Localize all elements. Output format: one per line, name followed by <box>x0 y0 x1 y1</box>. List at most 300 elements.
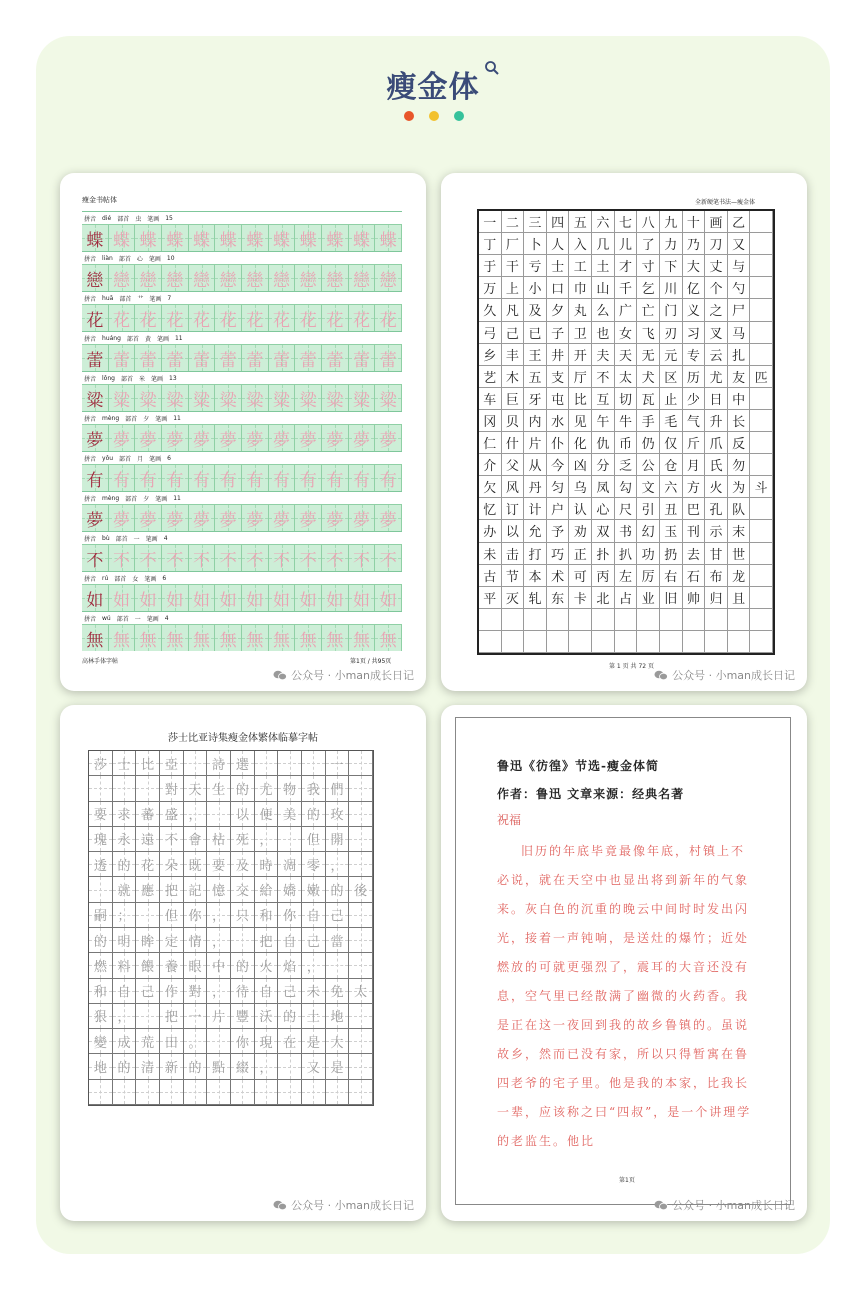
practice-char: 夢 <box>246 510 264 531</box>
grid-cell: 引 <box>637 498 660 520</box>
copy-cell: 美 <box>278 802 302 827</box>
practice-char: 粱 <box>379 390 397 411</box>
grid-cell: 乡 <box>479 344 502 366</box>
trace-char-cell <box>375 625 402 651</box>
preview-card-luxun[interactable] <box>441 705 807 1221</box>
grid-cell: 东 <box>547 587 570 609</box>
grid-cell: 公 <box>637 454 660 476</box>
grid-cell: 亿 <box>683 277 706 299</box>
copy-cell: 點 <box>207 1054 231 1079</box>
practice-char: 戀 <box>166 270 184 291</box>
copy-cell: 玫 <box>326 802 350 827</box>
copy-cell: 嫩 <box>302 877 326 902</box>
copy-cell: 應 <box>136 877 160 902</box>
grid-cell <box>750 543 773 565</box>
copy-cell: 你 <box>278 903 302 928</box>
info-py-label: 拼音 <box>84 615 97 623</box>
practice-char: 蕾 <box>219 350 237 371</box>
grid-cell: 归 <box>705 587 728 609</box>
trace-char-cell <box>242 545 269 571</box>
copy-cell: 現 <box>255 1029 279 1054</box>
trace-char-cell <box>375 505 402 531</box>
info-bushou: 夕 <box>143 495 150 503</box>
trace-char-cell <box>322 545 349 571</box>
trace-char-cell <box>109 425 136 451</box>
copy-cell <box>136 1080 160 1105</box>
copy-cell <box>278 1054 302 1079</box>
copy-cell <box>349 928 373 953</box>
grid-cell: 乃 <box>683 233 706 255</box>
copy-cell: 片 <box>207 1004 231 1029</box>
practice-char: 無 <box>139 630 157 651</box>
practice-char: 蝶 <box>193 230 211 251</box>
copy-cell <box>349 852 373 877</box>
trace-char-cell <box>375 385 402 411</box>
copy-cell: 料 <box>113 953 137 978</box>
page-title <box>387 62 480 106</box>
grid-cell: 丹 <box>524 476 547 498</box>
copy-cell: 憶 <box>207 877 231 902</box>
copy-cell <box>349 1004 373 1029</box>
copy-cell <box>184 751 208 776</box>
copy-cell: 在 <box>278 1029 302 1054</box>
trace-char-cell <box>322 505 349 531</box>
grid-cell: 尺 <box>615 498 638 520</box>
trace-char-cell <box>295 265 322 291</box>
grid-cell: 毛 <box>660 410 683 432</box>
practice-char: 夢 <box>86 510 104 531</box>
copy-cell <box>89 877 113 902</box>
trace-char-cell <box>189 465 216 491</box>
practice-char: 粱 <box>166 390 184 411</box>
char-info-row <box>82 571 402 584</box>
copy-cell: 免 <box>326 979 350 1004</box>
grid-cell: 卜 <box>524 233 547 255</box>
model-char-cell <box>82 345 109 371</box>
trace-char-cell <box>189 545 216 571</box>
copy-cell: 嗣 <box>89 903 113 928</box>
trace-char-cell <box>162 265 189 291</box>
copy-cell: 和 <box>89 979 113 1004</box>
copy-cell <box>113 776 137 801</box>
practice-char: 無 <box>86 630 104 651</box>
copy-cell: 後 <box>349 877 373 902</box>
grid-cell: 口 <box>547 277 570 299</box>
practice-char: 不 <box>326 550 344 571</box>
grid-cell: 布 <box>705 565 728 587</box>
info-pinyin: mèng <box>102 414 120 422</box>
trace-char-cell <box>189 225 216 251</box>
char-info-row <box>82 611 402 624</box>
grid-cell: 互 <box>592 388 615 410</box>
practice-char: 粱 <box>246 390 264 411</box>
trace-char-cell <box>215 625 242 651</box>
grid-cell: 龙 <box>728 565 751 587</box>
trace-char-cell <box>215 465 242 491</box>
grid-cell <box>750 565 773 587</box>
practice-row <box>82 344 402 371</box>
grid-cell: 巴 <box>683 498 706 520</box>
copy-cell: 把 <box>160 1004 184 1029</box>
info-pinyin: wú <box>102 614 111 622</box>
grid-cell: 区 <box>660 366 683 388</box>
grid-cell: 八 <box>637 211 660 233</box>
grid-cell: 止 <box>660 388 683 410</box>
trace-char-cell <box>135 425 162 451</box>
practice-char: 粱 <box>219 390 237 411</box>
trace-char-cell <box>322 305 349 331</box>
grid-cell: 元 <box>660 344 683 366</box>
grid-cell: 幻 <box>637 520 660 542</box>
info-bushou: 夕 <box>143 415 150 423</box>
practice-char: 花 <box>273 310 291 331</box>
trace-char-cell <box>109 585 136 611</box>
practice-row <box>82 624 402 651</box>
info-bihua-label: 笔画 <box>156 335 169 343</box>
trace-char-cell <box>109 345 136 371</box>
info-bushou: 月 <box>137 455 144 463</box>
trace-char-cell <box>349 265 376 291</box>
copy-cell: 。 <box>184 1029 208 1054</box>
copy-cell: 就 <box>113 877 137 902</box>
model-char-cell <box>82 505 109 531</box>
char-info-row <box>82 411 402 424</box>
practice-row <box>82 424 402 451</box>
grid-cell: 切 <box>615 388 638 410</box>
grid-cell: 午 <box>592 410 615 432</box>
copy-cell: 己 <box>302 928 326 953</box>
grid-cell: 心 <box>592 498 615 520</box>
info-count: 11 <box>173 414 181 422</box>
grid-cell: 允 <box>524 520 547 542</box>
trace-char-cell <box>375 545 402 571</box>
copy-cell <box>326 1080 350 1105</box>
info-bushou: 米 <box>138 375 145 383</box>
copy-cell: 不 <box>160 827 184 852</box>
grid-cell: 丙 <box>592 565 615 587</box>
char-info-row <box>82 251 402 264</box>
grid-cell: 仓 <box>660 454 683 476</box>
trace-char-cell <box>375 345 402 371</box>
info-pinyin: liàn <box>102 254 113 262</box>
grid-cell: 水 <box>547 410 570 432</box>
grid-cell: 左 <box>615 565 638 587</box>
practice-char: 不 <box>193 550 211 571</box>
trace-char-cell <box>242 265 269 291</box>
practice-char: 戀 <box>299 270 317 291</box>
copy-cell: 綴 <box>231 1054 255 1079</box>
grid-cell: 帅 <box>683 587 706 609</box>
copy-cell: 只 <box>231 903 255 928</box>
copy-cell: 記 <box>184 877 208 902</box>
grid-cell <box>705 609 728 631</box>
info-bihua-label: 笔画 <box>147 215 160 223</box>
preview-card-pinyin-practice[interactable] <box>60 173 426 691</box>
practice-char: 夢 <box>326 510 344 531</box>
grid-cell: 几 <box>592 233 615 255</box>
practice-char: 戀 <box>353 270 371 291</box>
char-info-row <box>82 371 402 384</box>
copy-cell: 求 <box>113 802 137 827</box>
grid-cell: 井 <box>547 344 570 366</box>
grid-cell: 了 <box>637 233 660 255</box>
info-count: 11 <box>174 334 183 342</box>
trace-char-cell <box>109 545 136 571</box>
grid-cell: 万 <box>479 277 502 299</box>
grid-cell: 石 <box>683 565 706 587</box>
practice-char: 無 <box>193 630 211 651</box>
practice-char: 戀 <box>273 270 291 291</box>
grid-cell: 手 <box>637 410 660 432</box>
trace-char-cell <box>189 425 216 451</box>
grid-cell: 打 <box>524 543 547 565</box>
grid-cell: 与 <box>728 255 751 277</box>
trace-char-cell <box>295 585 322 611</box>
copy-cell: 物 <box>278 776 302 801</box>
grid-cell: 灭 <box>502 587 525 609</box>
info-bushou-label: 部首 <box>116 615 129 623</box>
practice-char: 夢 <box>379 510 397 531</box>
practice-char: 不 <box>166 550 184 571</box>
copy-cell: 對 <box>184 979 208 1004</box>
grid-cell: 下 <box>660 255 683 277</box>
trace-char-cell <box>109 225 136 251</box>
copy-cell: 一 <box>184 1004 208 1029</box>
grid-cell: 木 <box>502 366 525 388</box>
practice-char: 蝶 <box>139 230 157 251</box>
practice-char: 夢 <box>273 430 291 451</box>
grid-cell: 艺 <box>479 366 502 388</box>
grid-cell: 太 <box>615 366 638 388</box>
grid-cell <box>615 631 638 653</box>
info-bushou: 黄 <box>144 335 151 343</box>
copy-cell: 死 <box>231 827 255 852</box>
grid-cell: 子 <box>547 322 570 344</box>
grid-cell: 功 <box>637 543 660 565</box>
copy-cell <box>278 751 302 776</box>
grid-cell: 文 <box>637 476 660 498</box>
copy-cell: 的 <box>231 776 255 801</box>
practice-row <box>82 504 402 531</box>
watermark <box>273 1197 414 1213</box>
info-bushou-label: 部首 <box>125 415 138 423</box>
practice-char: 蕾 <box>379 350 397 371</box>
grid-cell: 天 <box>615 344 638 366</box>
copy-cell: 的 <box>113 852 137 877</box>
grid-cell: 忆 <box>479 498 502 520</box>
grid-cell: 己 <box>502 322 525 344</box>
model-char-cell <box>82 465 109 491</box>
trace-char-cell <box>295 465 322 491</box>
copy-cell: 對 <box>160 776 184 801</box>
practice-char: 無 <box>219 630 237 651</box>
trace-char-cell <box>269 625 296 651</box>
grid-cell <box>479 609 502 631</box>
copy-cell: 嬌 <box>278 877 302 902</box>
copy-cell: 和 <box>255 903 279 928</box>
grid-cell: 双 <box>592 520 615 542</box>
grid-cell: 去 <box>683 543 706 565</box>
info-count: 6 <box>167 454 171 462</box>
copy-cell <box>302 1080 326 1105</box>
trace-char-cell <box>242 305 269 331</box>
grid-cell: 仇 <box>592 432 615 454</box>
practice-char: 有 <box>193 470 211 491</box>
info-bushou-label: 部首 <box>115 535 128 543</box>
trace-char-cell <box>269 385 296 411</box>
practice-char: 戀 <box>139 270 157 291</box>
grid-cell: 丁 <box>479 233 502 255</box>
model-char-cell <box>82 385 109 411</box>
grid-cell: 扒 <box>615 543 638 565</box>
practice-char: 如 <box>86 590 104 611</box>
grid-cell: 亡 <box>637 299 660 321</box>
practice-char: 夢 <box>166 510 184 531</box>
trace-char-cell <box>349 225 376 251</box>
copy-cell <box>136 903 160 928</box>
trace-char-cell <box>135 505 162 531</box>
info-bihua-label: 笔画 <box>149 295 162 303</box>
grid-cell: 六 <box>592 211 615 233</box>
copy-cell: 太 <box>349 979 373 1004</box>
practice-char: 夢 <box>273 510 291 531</box>
copy-cell <box>255 751 279 776</box>
copy-cell: 們 <box>326 776 350 801</box>
practice-char: 蕾 <box>326 350 344 371</box>
trace-char-cell <box>189 265 216 291</box>
practice-char: 有 <box>113 470 130 491</box>
info-bushou: 虫 <box>135 215 142 223</box>
copy-cell: 蕃 <box>136 802 160 827</box>
grid-cell: 土 <box>592 255 615 277</box>
grid-cell: 节 <box>502 565 525 587</box>
info-bushou: 一 <box>134 615 141 623</box>
copy-cell: 大 <box>326 1029 350 1054</box>
practice-char: 蕾 <box>273 350 291 371</box>
preview-card-shakespeare[interactable] <box>60 705 426 1221</box>
trace-char-cell <box>189 385 216 411</box>
grid-cell: 马 <box>728 322 751 344</box>
copy-cell: 以 <box>231 802 255 827</box>
copy-cell: 把 <box>255 928 279 953</box>
grid-cell: 六 <box>660 476 683 498</box>
practice-char: 如 <box>193 590 211 611</box>
grid-cell <box>750 388 773 410</box>
grid-cell: 示 <box>705 520 728 542</box>
copy-cell: 成 <box>113 1029 137 1054</box>
grid-cell: 寸 <box>637 255 660 277</box>
copy-cell: 會 <box>184 827 208 852</box>
trace-char-cell <box>322 265 349 291</box>
trace-char-cell <box>135 625 162 651</box>
grid-cell <box>569 609 592 631</box>
practice-char: 有 <box>326 470 344 491</box>
practice-char: 夢 <box>353 510 371 531</box>
trace-char-cell <box>242 505 269 531</box>
info-bushou: 一 <box>133 535 140 543</box>
info-bushou-label: 部首 <box>119 455 132 463</box>
practice-char: 粱 <box>273 390 291 411</box>
copy-cell: 沃 <box>255 1004 279 1029</box>
practice-char: 如 <box>273 590 291 611</box>
trace-char-cell <box>135 225 162 251</box>
practice-char: 有 <box>219 470 237 491</box>
grid-cell: 七 <box>615 211 638 233</box>
grid-cell: 书 <box>615 520 638 542</box>
copy-cell: 的 <box>326 877 350 902</box>
copy-cell: 養 <box>160 953 184 978</box>
trace-char-cell <box>135 465 162 491</box>
grid-cell: 又 <box>728 233 751 255</box>
trace-char-cell <box>269 305 296 331</box>
grid-cell: 也 <box>592 322 615 344</box>
info-py-label: 拼音 <box>84 455 97 463</box>
practice-char: 如 <box>353 590 371 611</box>
copy-cell: 及 <box>231 852 255 877</box>
preview-card-character-grid[interactable] <box>441 173 807 691</box>
practice-char: 花 <box>379 310 397 331</box>
copy-cell: 天 <box>184 776 208 801</box>
card2-footer: 第 1 页 共 72 页 <box>609 663 654 670</box>
grid-cell <box>750 211 773 233</box>
grid-cell: 屯 <box>547 388 570 410</box>
info-py-label: 拼音 <box>84 375 97 383</box>
copy-cell <box>231 928 255 953</box>
info-pinyin: lǒng <box>102 374 115 382</box>
copy-cell: 眸 <box>136 928 160 953</box>
copy-cell: 生 <box>207 776 231 801</box>
grid-cell: 夫 <box>592 344 615 366</box>
practice-char: 如 <box>299 590 317 611</box>
copy-cell: 永 <box>113 827 137 852</box>
copy-cell: 莎 <box>89 751 113 776</box>
copy-cell: 時 <box>255 852 279 877</box>
practice-char: 如 <box>113 590 130 611</box>
grid-cell: 画 <box>705 211 728 233</box>
practice-char: 戀 <box>379 270 397 291</box>
trace-char-cell <box>215 265 242 291</box>
grid-cell <box>683 631 706 653</box>
grid-cell: 厉 <box>637 565 660 587</box>
grid-cell: 巨 <box>502 388 525 410</box>
grid-cell: 车 <box>479 388 502 410</box>
copy-cell: 自 <box>278 928 302 953</box>
decorative-dots <box>404 111 474 121</box>
trace-char-cell <box>269 465 296 491</box>
grid-cell: 长 <box>728 410 751 432</box>
grid-cell: 右 <box>660 565 683 587</box>
grid-cell: 玉 <box>660 520 683 542</box>
grid-cell: 已 <box>524 322 547 344</box>
grid-cell <box>750 255 773 277</box>
copy-cell <box>349 1054 373 1079</box>
info-py-label: 拼音 <box>84 415 97 423</box>
trace-char-cell <box>109 305 136 331</box>
grid-cell: 四 <box>547 211 570 233</box>
copy-cell: 田 <box>160 1029 184 1054</box>
trace-char-cell <box>109 465 136 491</box>
trace-char-cell <box>349 385 376 411</box>
grid-cell: 儿 <box>615 233 638 255</box>
grid-cell: 五 <box>524 366 547 388</box>
char-info-row <box>82 451 402 464</box>
trace-char-cell <box>349 465 376 491</box>
copy-cell <box>349 776 373 801</box>
grid-cell: 内 <box>524 410 547 432</box>
copy-cell <box>207 1080 231 1105</box>
practice-char: 蕾 <box>193 350 211 371</box>
watermark-text: 公众号 · 小man成长日记 <box>672 669 795 682</box>
